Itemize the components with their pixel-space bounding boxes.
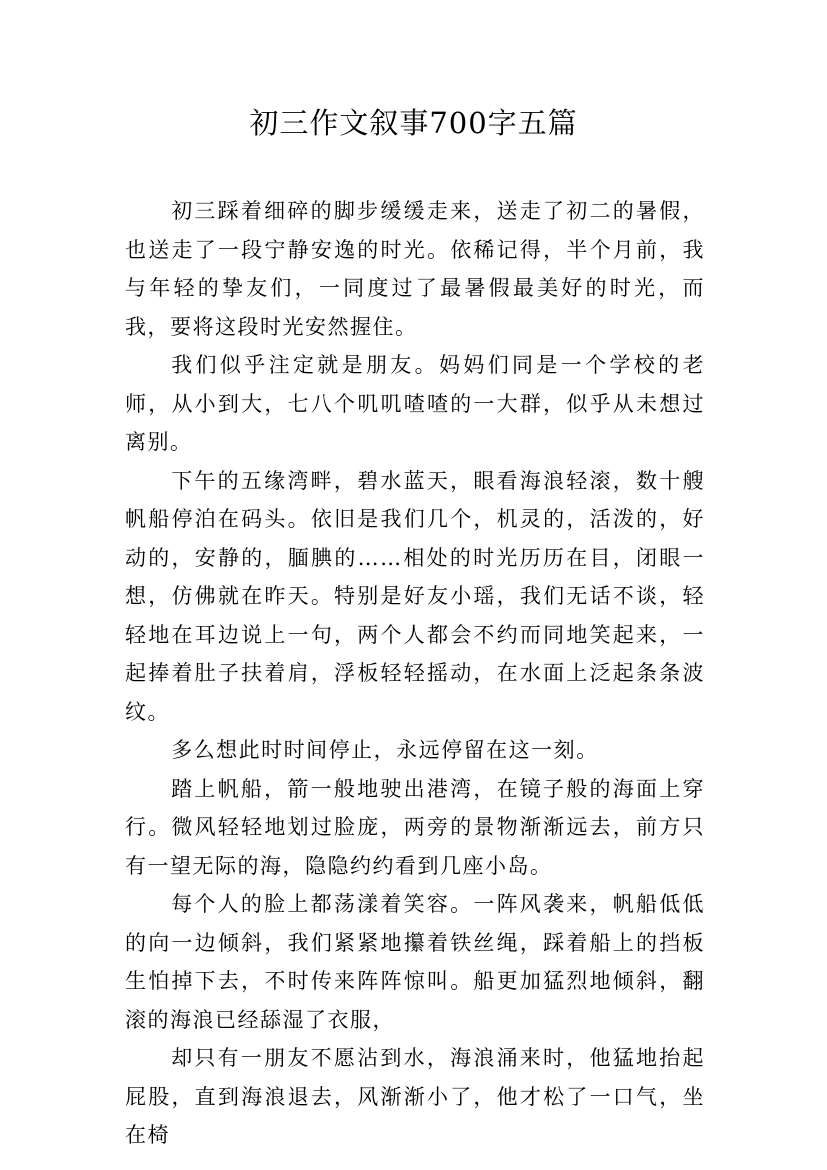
document-body [125,192,705,1155]
paragraph: 踏上帆船，箭一般地驶出港湾，在镜子般的海面上穿行。微风轻轻地划过脸庞，两旁的景物渐渐远去，前方只有一望无际的海，隐隐约约看到几座小岛。 [125,776,705,878]
paragraph: 多么想此时时间停止，永远停留在这一刻。 [171,738,599,762]
paragraph: 初三踩着细碎的脚步缓缓走来，送走了初二的暑假，也送走了一段宁静安逸的时光。依稀记得，半个月前，我与年轻的挚友们，一同度过了最暑假最美好的时光，而我，要将这段时光安然握住。 [125,199,705,339]
document-title: 初三作文叙事700字五篇 [249,106,578,140]
paragraph: 却只有一朋友不愿沾到水，海浪涌来时，他猛地抬起屁股，直到海浪退去，风渐渐小了，他才松了一口气，坐在椅 [125,1046,705,1147]
paragraph: 下午的五缘湾畔，碧水蓝天，眼看海浪轻滚，数十艘帆船停泊在码头。依旧是我们几个，机灵的，活泼的，好动的，安静的，腼腆的……相处的时光历历在目，闭眼一想，仿佛就在昨天。特别是好友小瑶，我们无话不谈，轻轻地在耳边说上一句，两个人都会不约而同地笑起来，一起捧着肚子扶着肩，浮板轻轻摇动，在水面上泛起条条波纹。 [125,468,705,724]
paragraph: 每个人的脸上都荡漾着笑容。一阵风袭来，帆船低低的向一边倾斜，我们紧紧地攥着铁丝绳，踩着船上的挡板生怕掉下去，不时传来阵阵惊叫。船更加猛烈地倾斜，翻滚的海浪已经舔湿了衣服， [125,892,705,1032]
paragraph: 我们似乎注定就是朋友。妈妈们同是一个学校的老师，从小到大，七八个叽叽喳喳的一大群，似乎从未想过离别。 [125,353,705,454]
